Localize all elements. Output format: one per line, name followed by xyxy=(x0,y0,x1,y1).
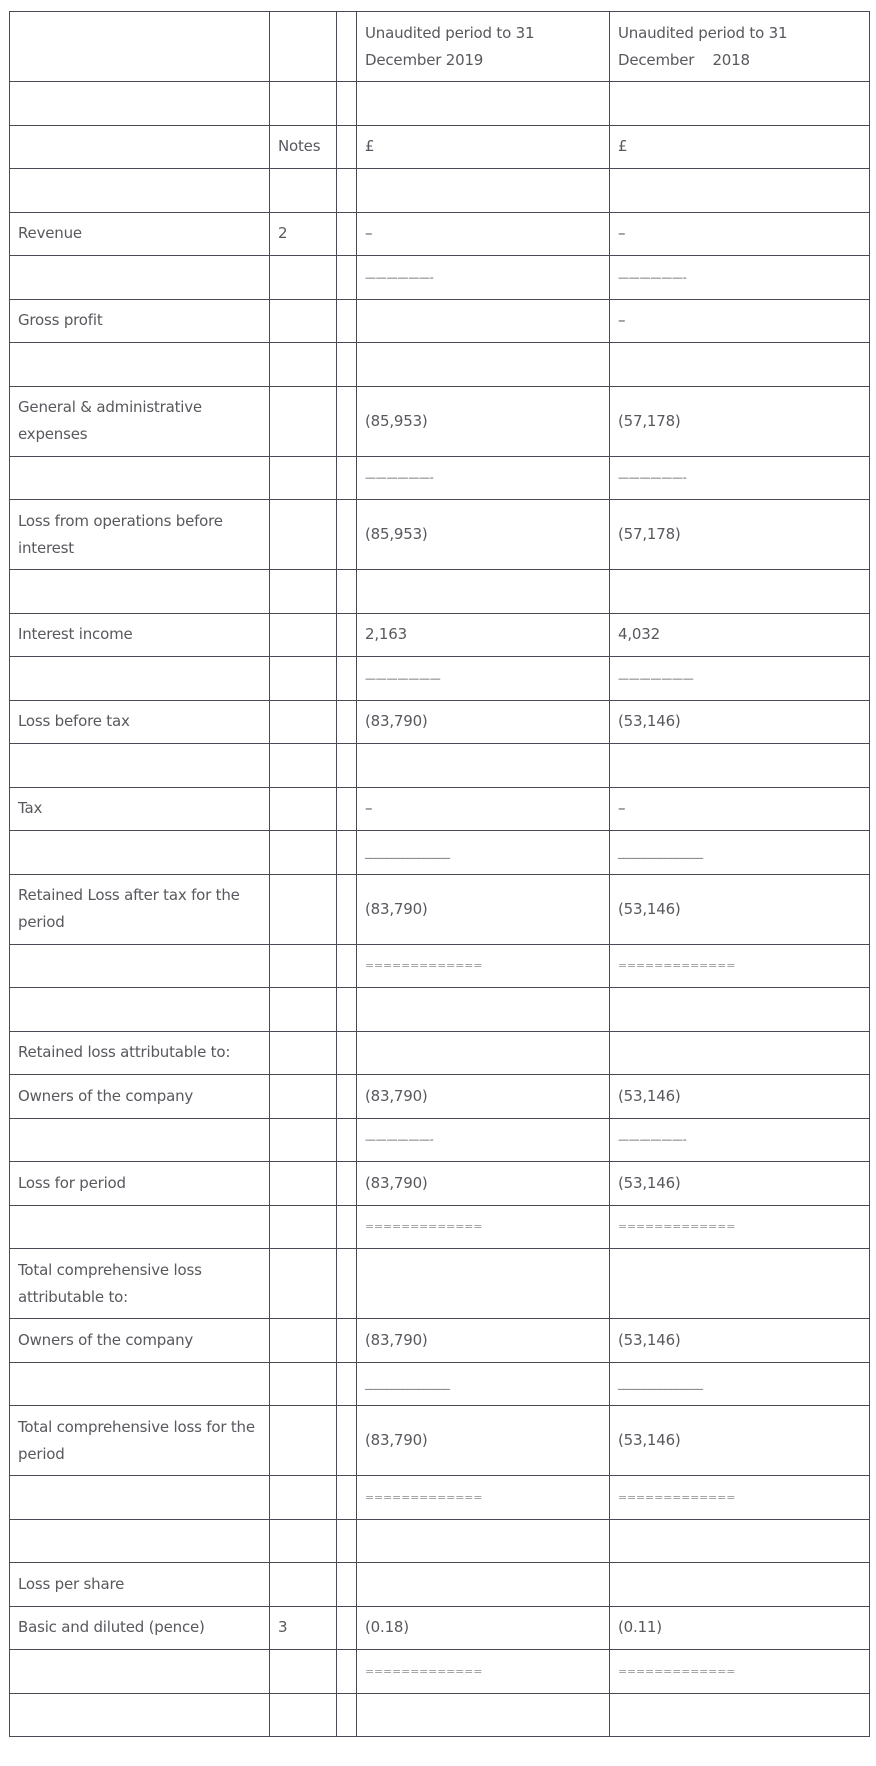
row-value-2018: (53,146) xyxy=(610,1406,870,1476)
row-value-2019: (83,790) xyxy=(357,1075,610,1119)
row-label xyxy=(10,988,270,1032)
label-cell xyxy=(10,82,270,126)
row-value-2019: ——————- xyxy=(357,456,610,500)
row-label xyxy=(10,1693,270,1737)
table-row xyxy=(10,1118,870,1162)
row-value-2018: – xyxy=(610,787,870,831)
row-label: Basic and diluted (pence) xyxy=(10,1606,270,1650)
table-row xyxy=(10,787,870,831)
row-value-2018 xyxy=(610,1563,870,1607)
table-row xyxy=(10,1031,870,1075)
row-notes xyxy=(270,456,337,500)
table-row xyxy=(10,1319,870,1363)
row-notes xyxy=(270,1693,337,1737)
table-row xyxy=(10,944,870,988)
row-value-2018: ——————- xyxy=(610,256,870,300)
table-row xyxy=(10,1249,870,1319)
row-value-2019: ============= xyxy=(357,1476,610,1520)
row-notes xyxy=(270,169,337,213)
table-row xyxy=(10,657,870,701)
row-value-2019 xyxy=(357,169,610,213)
row-notes xyxy=(270,1205,337,1249)
notes-header: Notes xyxy=(270,125,337,169)
spacer-cell xyxy=(337,1319,357,1363)
row-value-2019: – xyxy=(357,212,610,256)
table-row xyxy=(10,169,870,213)
row-label xyxy=(10,1519,270,1563)
row-notes xyxy=(270,1162,337,1206)
row-notes xyxy=(270,256,337,300)
row-notes xyxy=(270,831,337,875)
row-value-2019: ________________ xyxy=(357,1362,610,1406)
label-cell xyxy=(10,12,270,82)
table-row xyxy=(10,212,870,256)
row-notes xyxy=(270,1362,337,1406)
row-label xyxy=(10,657,270,701)
table-row xyxy=(10,1075,870,1119)
row-value-2019: (83,790) xyxy=(357,874,610,944)
row-label: Loss before tax xyxy=(10,700,270,744)
spacer-cell xyxy=(337,1118,357,1162)
header-row xyxy=(10,12,870,82)
row-value-2019: (0.18) xyxy=(357,1606,610,1650)
row-value-2019 xyxy=(357,570,610,614)
blank-row xyxy=(10,82,870,126)
value-2019-cell xyxy=(357,82,610,126)
row-value-2019 xyxy=(357,343,610,387)
row-label: Gross profit xyxy=(10,299,270,343)
table-row xyxy=(10,299,870,343)
spacer-cell xyxy=(337,12,357,82)
row-value-2019: (83,790) xyxy=(357,1319,610,1363)
spacer-cell xyxy=(337,657,357,701)
spacer-cell xyxy=(337,1519,357,1563)
row-value-2019 xyxy=(357,299,610,343)
row-notes xyxy=(270,1650,337,1694)
spacer-cell xyxy=(337,570,357,614)
row-value-2018: (53,146) xyxy=(610,1319,870,1363)
spacer-cell xyxy=(337,613,357,657)
row-value-2019: ——————- xyxy=(357,1118,610,1162)
table-row xyxy=(10,874,870,944)
row-notes xyxy=(270,1118,337,1162)
row-notes xyxy=(270,1476,337,1520)
notes-cell xyxy=(270,82,337,126)
table-row xyxy=(10,456,870,500)
row-value-2019: (85,953) xyxy=(357,500,610,570)
row-value-2019 xyxy=(357,1563,610,1607)
row-value-2019: (83,790) xyxy=(357,1406,610,1476)
row-label xyxy=(10,744,270,788)
row-value-2019 xyxy=(357,1249,610,1319)
row-value-2019: ============= xyxy=(357,1205,610,1249)
currency-2019: £ xyxy=(357,125,610,169)
row-value-2018 xyxy=(610,343,870,387)
row-label: Loss for period xyxy=(10,1162,270,1206)
spacer-cell xyxy=(337,1075,357,1119)
row-label: Loss per share xyxy=(10,1563,270,1607)
row-notes: 2 xyxy=(270,212,337,256)
spacer-cell xyxy=(337,1650,357,1694)
row-notes xyxy=(270,343,337,387)
row-value-2019 xyxy=(357,1693,610,1737)
table-row xyxy=(10,700,870,744)
row-value-2019: ============= xyxy=(357,1650,610,1694)
row-value-2018 xyxy=(610,169,870,213)
row-value-2019: – xyxy=(357,787,610,831)
spacer-cell xyxy=(337,1162,357,1206)
row-value-2018: ——————- xyxy=(610,1118,870,1162)
row-value-2019 xyxy=(357,1519,610,1563)
row-notes xyxy=(270,1249,337,1319)
row-label xyxy=(10,570,270,614)
spacer-cell xyxy=(337,1563,357,1607)
row-value-2019: (83,790) xyxy=(357,1162,610,1206)
row-notes xyxy=(270,1075,337,1119)
row-value-2019: 2,163 xyxy=(357,613,610,657)
table-row xyxy=(10,831,870,875)
spacer-cell xyxy=(337,1249,357,1319)
table-row xyxy=(10,1362,870,1406)
spacer-cell xyxy=(337,456,357,500)
spacer-cell xyxy=(337,256,357,300)
row-label xyxy=(10,1118,270,1162)
row-value-2018: ——————- xyxy=(610,456,870,500)
row-value-2018: (0.11) xyxy=(610,1606,870,1650)
table-row xyxy=(10,386,870,456)
spacer-cell xyxy=(337,700,357,744)
table-row xyxy=(10,1476,870,1520)
table-row xyxy=(10,613,870,657)
income-statement-table xyxy=(9,11,870,1737)
table-row xyxy=(10,500,870,570)
row-notes xyxy=(270,1406,337,1476)
row-label: Total comprehensive loss attributable to: xyxy=(10,1249,270,1319)
table-row xyxy=(10,1650,870,1694)
row-label: General & administrative expenses xyxy=(10,386,270,456)
row-value-2019 xyxy=(357,744,610,788)
spacer-cell xyxy=(337,1476,357,1520)
row-value-2018: (53,146) xyxy=(610,1075,870,1119)
row-label: Interest income xyxy=(10,613,270,657)
row-value-2019: ============= xyxy=(357,944,610,988)
row-value-2018: ________________ xyxy=(610,1362,870,1406)
table-row xyxy=(10,1606,870,1650)
spacer-cell xyxy=(337,1031,357,1075)
row-label xyxy=(10,1362,270,1406)
table-row xyxy=(10,744,870,788)
table-row xyxy=(10,1693,870,1737)
row-value-2018: (53,146) xyxy=(610,874,870,944)
row-value-2018 xyxy=(610,1031,870,1075)
spacer-cell xyxy=(337,1205,357,1249)
row-label xyxy=(10,256,270,300)
spacer-cell xyxy=(337,212,357,256)
spacer-cell xyxy=(337,169,357,213)
table-row xyxy=(10,1162,870,1206)
spacer-cell xyxy=(337,1406,357,1476)
currency-row xyxy=(10,125,870,169)
row-notes: 3 xyxy=(270,1606,337,1650)
row-label: Retained loss attributable to: xyxy=(10,1031,270,1075)
row-value-2019 xyxy=(357,988,610,1032)
row-value-2018 xyxy=(610,570,870,614)
row-notes xyxy=(270,1519,337,1563)
spacer-cell xyxy=(337,874,357,944)
spacer-cell xyxy=(337,500,357,570)
label-cell xyxy=(10,125,270,169)
row-value-2018: ________________ xyxy=(610,831,870,875)
row-value-2019: (85,953) xyxy=(357,386,610,456)
row-notes xyxy=(270,570,337,614)
table-row xyxy=(10,1406,870,1476)
spacer-cell xyxy=(337,787,357,831)
row-label xyxy=(10,831,270,875)
row-label xyxy=(10,169,270,213)
notes-cell xyxy=(270,12,337,82)
row-label: Tax xyxy=(10,787,270,831)
row-notes xyxy=(270,657,337,701)
row-notes xyxy=(270,1319,337,1363)
row-notes xyxy=(270,988,337,1032)
currency-2018: £ xyxy=(610,125,870,169)
spacer-cell xyxy=(337,299,357,343)
table-row xyxy=(10,256,870,300)
row-notes xyxy=(270,1563,337,1607)
spacer-cell xyxy=(337,386,357,456)
row-value-2018 xyxy=(610,744,870,788)
row-value-2019 xyxy=(357,1031,610,1075)
row-label: Total comprehensive loss for the period xyxy=(10,1406,270,1476)
row-notes xyxy=(270,700,337,744)
row-value-2018: (53,146) xyxy=(610,1162,870,1206)
row-value-2018: (53,146) xyxy=(610,700,870,744)
table-row xyxy=(10,343,870,387)
row-notes xyxy=(270,944,337,988)
row-notes xyxy=(270,613,337,657)
row-label: Revenue xyxy=(10,212,270,256)
spacer-cell xyxy=(337,744,357,788)
spacer-cell xyxy=(337,831,357,875)
table-row xyxy=(10,988,870,1032)
row-value-2018: (57,178) xyxy=(610,500,870,570)
row-label xyxy=(10,343,270,387)
row-value-2018 xyxy=(610,1249,870,1319)
row-label: Owners of the company xyxy=(10,1075,270,1119)
row-value-2019: (83,790) xyxy=(357,700,610,744)
table-row xyxy=(10,1205,870,1249)
row-notes xyxy=(270,386,337,456)
row-value-2018: ============= xyxy=(610,1205,870,1249)
row-value-2018: 4,032 xyxy=(610,613,870,657)
row-notes xyxy=(270,500,337,570)
row-label xyxy=(10,1476,270,1520)
row-label xyxy=(10,944,270,988)
row-value-2018: ============= xyxy=(610,1650,870,1694)
spacer-cell xyxy=(337,1606,357,1650)
row-value-2018: – xyxy=(610,212,870,256)
row-notes xyxy=(270,744,337,788)
value-2018-cell xyxy=(610,82,870,126)
column-header-2018: Unaudited period to 31 December 2018 xyxy=(610,12,870,82)
row-label xyxy=(10,1205,270,1249)
spacer-cell xyxy=(337,1693,357,1737)
row-notes xyxy=(270,787,337,831)
row-label: Owners of the company xyxy=(10,1319,270,1363)
spacer-cell xyxy=(337,125,357,169)
spacer-cell xyxy=(337,944,357,988)
row-value-2019: ——————— xyxy=(357,657,610,701)
table-row xyxy=(10,570,870,614)
spacer-cell xyxy=(337,343,357,387)
row-value-2018: (57,178) xyxy=(610,386,870,456)
row-value-2018: ============= xyxy=(610,944,870,988)
row-value-2019: ________________ xyxy=(357,831,610,875)
row-notes xyxy=(270,299,337,343)
spacer-cell xyxy=(337,1362,357,1406)
row-label xyxy=(10,456,270,500)
row-notes xyxy=(270,874,337,944)
row-value-2018 xyxy=(610,988,870,1032)
row-label: Loss from operations before interest xyxy=(10,500,270,570)
row-value-2018 xyxy=(610,1519,870,1563)
spacer-cell xyxy=(337,988,357,1032)
spacer-cell xyxy=(337,82,357,126)
row-notes xyxy=(270,1031,337,1075)
column-header-2019: Unaudited period to 31 December 2019 xyxy=(357,12,610,82)
row-value-2018 xyxy=(610,1693,870,1737)
row-label: Retained Loss after tax for the period xyxy=(10,874,270,944)
table-row xyxy=(10,1563,870,1607)
row-value-2019: ——————- xyxy=(357,256,610,300)
table-row xyxy=(10,1519,870,1563)
row-label xyxy=(10,1650,270,1694)
row-value-2018: ——————— xyxy=(610,657,870,701)
row-value-2018: ============= xyxy=(610,1476,870,1520)
row-value-2018: – xyxy=(610,299,870,343)
